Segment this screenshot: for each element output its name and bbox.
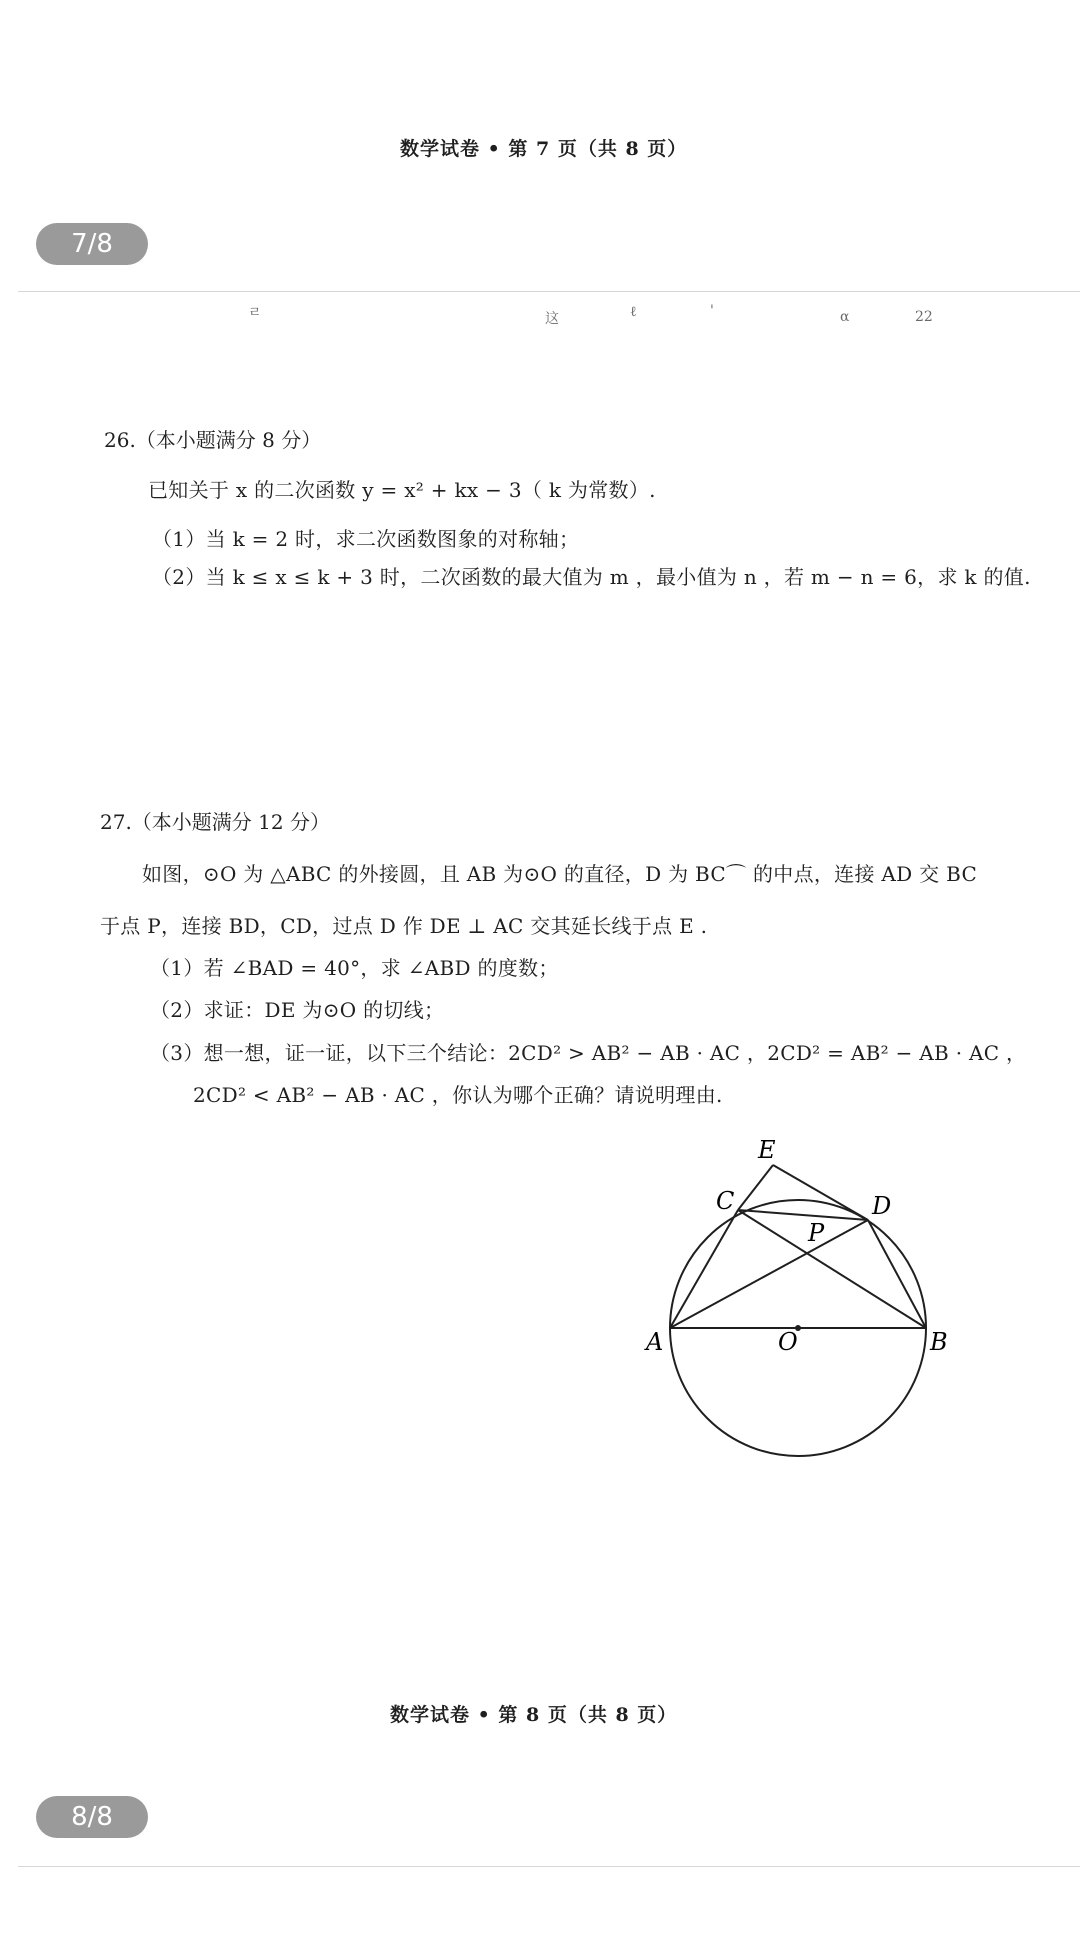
question-27-heading: 27.（本小题满分 12 分） [100, 810, 330, 834]
page7-footer: 数学试卷 • 第 7 页（共 8 页） [400, 138, 688, 160]
page-badge-7: 7/8 [36, 223, 148, 265]
scan-mark: ' [710, 303, 714, 319]
question-27-stem-line2: 于点 P，连接 BD，CD，过点 D 作 DE ⊥ AC 交其延长线于点 E . [100, 914, 708, 938]
page8-footer: 数学试卷 • 第 8 页（共 8 页） [390, 1704, 678, 1726]
line-cd [738, 1210, 868, 1220]
scan-mark: 这 [545, 311, 559, 327]
label-e: E [758, 1136, 776, 1164]
question-26-part2: （2）当 k ≤ x ≤ k + 3 时，二次函数的最大值为 m ，最小值为 n ，若 m − n = 6，求 k 的值. [152, 565, 1031, 589]
line-bd [868, 1220, 926, 1328]
question-27-part2: （2）求证：DE 为⊙O 的切线； [150, 998, 445, 1022]
scan-mark: ㄹ [248, 305, 262, 321]
scan-mark: 22 [915, 309, 933, 325]
question-26-heading: 26.（本小题满分 8 分） [104, 428, 322, 452]
line-cb [738, 1210, 926, 1328]
label-b: B [930, 1328, 948, 1356]
page-divider [18, 1866, 1080, 1867]
question-27-stem-line1: 如图，⊙O 为 △ABC 的外接圆，且 AB 为⊙O 的直径，D 为 BC⌒ 的中点，连接 AD 交 BC [142, 862, 978, 886]
label-p: P [808, 1219, 825, 1247]
question-26-stem: 已知关于 x 的二次函数 y = x² + kx − 3（ k 为常数）. [148, 478, 656, 502]
label-o: O [778, 1328, 798, 1356]
page-divider [18, 291, 1080, 292]
page-badge-8: 8/8 [36, 1796, 148, 1838]
line-ed [773, 1165, 868, 1220]
geometry-figure [630, 1130, 960, 1470]
question-27-part3-line1: （3）想一想，证一证，以下三个结论：2CD² > AB² − AB · AC ，2CD² = AB² − AB · AC ， [150, 1041, 1027, 1065]
question-27-part1: （1）若 ∠BAD = 40°，求 ∠ABD 的度数； [150, 956, 559, 980]
label-c: C [716, 1187, 735, 1215]
question-27-part3-line2: 2CD² < AB² − AB · AC ，你认为哪个正确？请说明理由. [193, 1083, 723, 1107]
scan-mark: α [840, 309, 850, 325]
question-26-part1: （1）当 k = 2 时，求二次函数图象的对称轴； [152, 527, 580, 551]
scan-mark: ℓ [630, 304, 637, 320]
label-d: D [872, 1192, 892, 1220]
label-a: A [646, 1328, 664, 1356]
